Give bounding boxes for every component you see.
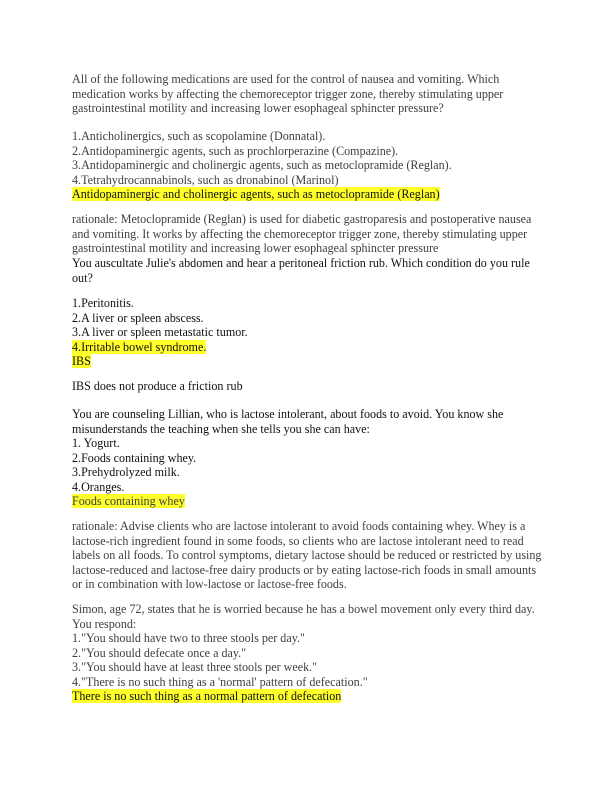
q1-rationale-line: and vomiting. It works by affecting the chemoreceptor trigger zone, thereby stimulating upper	[72, 226, 528, 241]
q4-stem-line: Simon, age 72, states that he is worried because he has a bowel movement only every third day.	[72, 602, 535, 616]
q3-stem	[72, 407, 542, 436]
q3-rationale	[72, 519, 542, 592]
q1-stem-line: gastrointestinal motility and increasing lower esophageal sphincter pressure?	[72, 101, 444, 115]
q4-option: 1."You should have two to three stools per day."	[72, 631, 305, 645]
q1-rationale	[72, 212, 542, 256]
q3-rationale-line: or in combination with low-lactose or lactose-free foods.	[72, 577, 347, 591]
q1-options	[72, 129, 542, 202]
q4-option: 3."You should have at least three stools per week."	[72, 660, 318, 674]
q3-options	[72, 436, 542, 509]
q3-rationale-line: rationale: Advise clients who are lactose intolerant to avoid foods containing whey. Whey is a	[72, 519, 526, 533]
q2-answer: IBS	[72, 354, 91, 368]
q1-stem-line: medication works by affecting the chemoreceptor trigger zone, thereby stimulating upper	[72, 86, 504, 101]
q2-stem-line: You auscultate Julie's abdomen and hear a peritoneal friction rub. Which condition do you rule	[72, 256, 530, 270]
q3-option: 3.Prehydrolyzed milk.	[72, 465, 180, 479]
q3-rationale-line: lactose-rich ingredient found in some foods, so clients who are lactose intolerant need to read	[72, 533, 524, 548]
q2-options	[72, 296, 542, 369]
q1-option: 1.Anticholinergics, such as scopolamine (Donnatal).	[72, 129, 326, 143]
q1-rationale-line: rationale: Metoclopramide (Reglan) is used for diabetic gastroparesis and postoperative nausea	[72, 212, 532, 226]
q1-answer: Antidopaminergic and cholinergic agents, such as metoclopramide (Reglan)	[72, 187, 440, 201]
q1-option: 3.Antidopaminergic and cholinergic agents, such as metoclopramide (Reglan).	[72, 158, 452, 172]
q4-option: 2."You should defecate once a day."	[72, 645, 247, 660]
q3-rationale-line: lactose-reduced and lactose-free dairy products or by eating lactose-rich foods in small amounts	[72, 562, 537, 577]
q4-stem	[72, 602, 542, 631]
q2-stem-line: out?	[72, 270, 93, 285]
q3-stem-line: You are counseling Lillian, who is lactose intolerant, about foods to avoid. You know she	[72, 407, 504, 421]
q3-stem-line: misunderstands the teaching when she tells you she can have:	[72, 421, 370, 436]
q4-answer: There is no such thing as a normal pattern of defecation	[72, 689, 342, 703]
q4-options	[72, 631, 542, 704]
q2-option: 3.A liver or spleen metastatic tumor.	[72, 325, 248, 339]
q1-option: 4.Tetrahydrocannabinols, such as dronabinol (Marinol)	[72, 172, 339, 187]
q2-option: 2.A liver or spleen abscess.	[72, 310, 204, 325]
q3-option: 2.Foods containing whey.	[72, 450, 197, 465]
q4-stem-line: You respond:	[72, 616, 137, 631]
q1-rationale-line: gastrointestinal motility and increasing lower esophageal sphincter pressure	[72, 241, 439, 255]
q2-stem	[72, 256, 542, 285]
q1-stem-line: All of the following medications are used for the control of nausea and vomiting. Which	[72, 72, 500, 86]
q3-option: 1. Yogurt.	[72, 436, 120, 450]
q1-option: 2.Antidopaminergic agents, such as prochlorperazine (Compazine).	[72, 143, 399, 158]
q3-answer: Foods containing whey	[72, 494, 185, 508]
q2-option: 1.Peritonitis.	[72, 296, 134, 310]
q4-option: 4."There is no such thing as a 'normal' pattern of defecation."	[72, 674, 368, 689]
q1-stem	[72, 72, 542, 116]
q2-rationale: IBS does not produce a friction rub	[72, 379, 243, 393]
q3-option: 4.Oranges.	[72, 479, 125, 494]
q3-rationale-line: labels on all foods. To control symptoms, dietary lactose should be reduced or restricted by using	[72, 548, 542, 562]
q2-highlighted-option: 4.Irritable bowel syndrome.	[72, 339, 207, 354]
